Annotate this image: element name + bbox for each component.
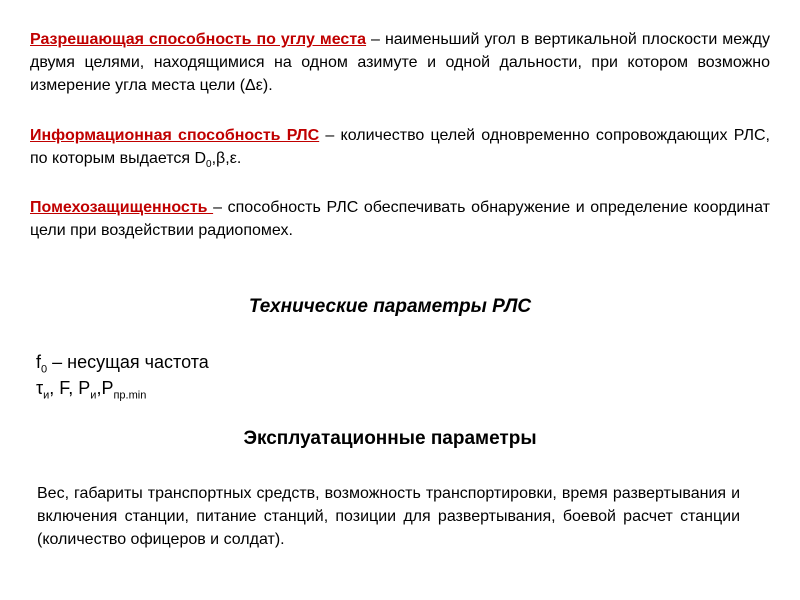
- term-noise-immunity: Помехозащищенность: [30, 199, 214, 216]
- term-information-capacity: Информационная способность РЛС: [30, 127, 320, 144]
- subscript: и: [43, 389, 50, 402]
- subscript: пр.min: [113, 389, 147, 402]
- definition-text: – способность РЛС обеспечивать обнаружение и определение координат цели при воздействии радиопомех.: [30, 199, 770, 239]
- technical-parameters-heading: Технические параметры РЛС: [248, 296, 532, 317]
- subscript: 0: [41, 363, 48, 376]
- param-symbol: f: [36, 352, 42, 372]
- term-elevation-resolution: Разрешающая способность по углу места: [30, 31, 367, 48]
- pulse-parameters-line: [36, 376, 146, 408]
- definition-text: – количество целей одновременно сопровождающих РЛС, по которым выдается D: [30, 127, 770, 167]
- param-symbol: τ: [36, 378, 44, 398]
- definition-information-capacity: [30, 124, 770, 176]
- definition-elevation-resolution: [30, 28, 770, 97]
- subscript: и: [90, 389, 97, 402]
- operational-parameters-text: Вес, габариты транспортных средств, возможность транспортировки, время развертывания и включения станции, питание станций, позиции для развертывания, боевой расчет станции (количество офицеров и солдат).: [37, 485, 740, 548]
- param-symbol: ,P: [96, 378, 114, 398]
- operational-parameters-heading: Эксплуатационные параметры: [243, 428, 537, 449]
- subscript: 0: [206, 159, 212, 171]
- param-symbol: , F, P: [49, 378, 91, 398]
- definition-text: – наименьший угол в вертикальной плоскости между двумя целями, находящимися на одном азимуте и одной дальности, при котором возможно измерение угла места цели (Δε).: [30, 31, 771, 94]
- param-description: – несущая частота: [47, 352, 209, 372]
- definition-noise-immunity: [30, 196, 770, 242]
- definition-text: ,β,ε.: [211, 150, 242, 167]
